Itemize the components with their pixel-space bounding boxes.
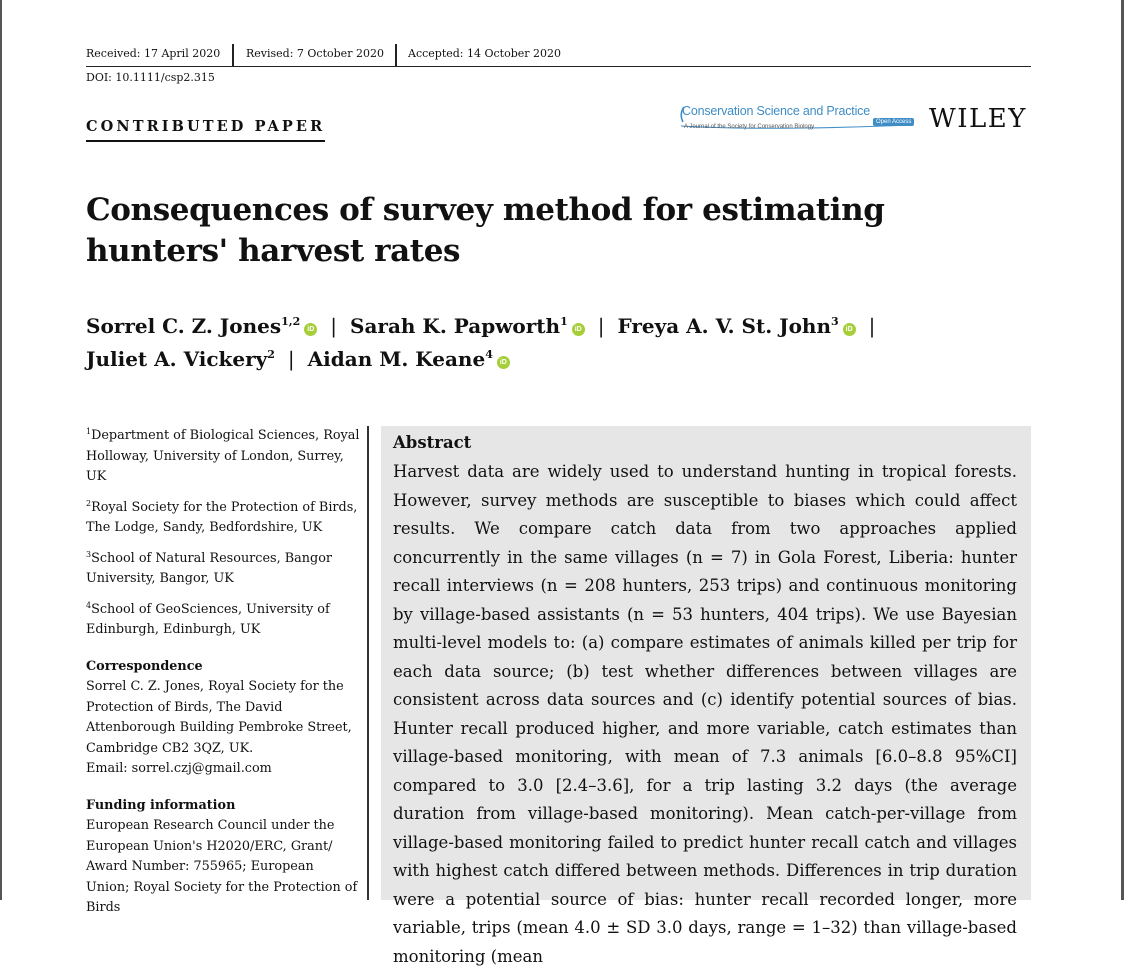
author-name: Aidan M. Keane: [307, 347, 486, 371]
author[interactable]: [350, 314, 585, 338]
author-separator: |: [287, 347, 295, 371]
orcid-icon[interactable]: iD: [497, 356, 510, 369]
affiliation-number: 1: [86, 427, 92, 436]
abstract-divider: [367, 426, 369, 900]
author-separator: |: [597, 314, 605, 338]
affiliation-number: 3: [86, 549, 92, 559]
affiliation: [86, 545, 361, 590]
received-date: Received: 17 April 2020: [86, 47, 221, 60]
author-line: [86, 347, 510, 371]
correspondence-email[interactable]: Email: sorrel.czj@gmail.com: [86, 761, 272, 776]
publisher-logo[interactable]: WILEY: [929, 104, 1027, 134]
revised-date: Revised: 7 October 2020: [246, 47, 384, 60]
author-name: Sorrel C. Z. Jones: [86, 314, 282, 338]
abstract-box: [381, 426, 1031, 966]
correspondence-section: [86, 657, 361, 780]
affiliation-text: School of GeoSciences, University of Edinburgh, Edinburgh, UK: [86, 601, 330, 637]
affiliation-text: Department of Biological Sciences, Royal Holloway, University of London, Surrey, UK: [86, 428, 360, 484]
page-left-edge: [0, 0, 2, 900]
affiliation: [86, 422, 361, 488]
correspondence-heading: Correspondence: [86, 658, 203, 674]
affiliation-number: 4: [86, 600, 92, 610]
affiliation: [86, 494, 361, 539]
author[interactable]: [617, 314, 855, 338]
affiliation-marker: 4: [485, 348, 493, 361]
journal-logo[interactable]: [678, 104, 914, 136]
affiliation-marker: 1,2: [281, 315, 301, 328]
orcid-icon[interactable]: iD: [304, 323, 317, 336]
author[interactable]: [86, 347, 275, 371]
abstract-text: Harvest data are widely used to understand hunting in tropical forests. However, survey methods are susceptible to biases which could affect results. We compare catch data from two approaches applied concurrently in the same villages (n = 7) in Gola Forest, Liberia: hunter recall interviews (n = 208 hunters, 253 trips) and continuous monitoring by village-based assistants (n = 53 hunters, 404 trips). We use Bayesian multi-level models to: (a) compare estimates of animals killed per trip for each data source; (b) test whether differences between villages are consistent across data sources and (c) identify potential sources of bias. Hunter recall produced higher, and more variable, catch estimates than village-based monitoring, with mean of 7.3 animals [6.0–8.8 95%CI] compared to 3.0 [2.4–3.6], for a trip lasting 3.2 days (the average duration from village-based monitoring). Mean catch-per-village from village-based monitoring failed to predict hunter recall catch and villages with highest catch differed between methods. Differences in trip duration were a potential source of bias: hunter recall recorded longer, more variable, trips (mean 4.0 ± SD 3.0 days, range = 1–32) than village-based monitoring (mean: [393, 462, 1017, 966]
affiliation-marker: 1: [560, 315, 568, 328]
doi[interactable]: DOI: 10.1111/csp2.315: [86, 71, 215, 84]
side-column: [86, 422, 361, 919]
open-access-badge: Open Access: [873, 118, 914, 126]
author-name: Freya A. V. St. John: [617, 314, 832, 338]
orcid-icon[interactable]: iD: [843, 323, 856, 336]
correspondence-address: Sorrel C. Z. Jones, Royal Society for the Protection of Birds, The David Attenborough Building Pembroke Street, Cambridge CB2 3QZ, UK.: [86, 679, 352, 756]
funding-section: [86, 796, 361, 919]
author[interactable]: [308, 347, 510, 371]
author-name: Juliet A. Vickery: [86, 347, 268, 371]
author-name: Sarah K. Papworth: [350, 314, 561, 338]
history-divider: [232, 44, 234, 66]
affiliation-text: School of Natural Resources, Bangor University, Bangor, UK: [86, 550, 333, 586]
orcid-icon[interactable]: iD: [572, 323, 585, 336]
author-line: [86, 314, 888, 338]
article-type: CONTRIBUTED PAPER: [86, 118, 325, 142]
article-history: [86, 44, 1031, 67]
article-title: Consequences of survey method for estimating hunters' harvest rates: [86, 192, 885, 269]
funding-text: European Research Council under the European Union's H2020/ERC, Grant/ Award Number: 755965; European Union; Royal Society for the Protection of Birds: [86, 818, 358, 915]
journal-tagline: A Journal of the Society for Conservation Biology: [684, 124, 815, 130]
affiliation-marker: 3: [831, 315, 839, 328]
author-separator: |: [868, 314, 876, 338]
affiliation-marker: 2: [267, 348, 275, 361]
affiliation-number: 2: [86, 498, 92, 508]
history-divider: [395, 44, 397, 66]
accepted-date: Accepted: 14 October 2020: [408, 47, 562, 60]
abstract-heading: Abstract: [393, 433, 472, 452]
journal-name: Conservation Science and Practice: [682, 104, 870, 118]
author-separator: |: [330, 314, 338, 338]
author[interactable]: [86, 314, 317, 338]
funding-heading: Funding information: [86, 797, 236, 813]
affiliation-text: Royal Society for the Protection of Birds, The Lodge, Sandy, Bedfordshire, UK: [86, 499, 358, 535]
affiliation: [86, 596, 361, 641]
